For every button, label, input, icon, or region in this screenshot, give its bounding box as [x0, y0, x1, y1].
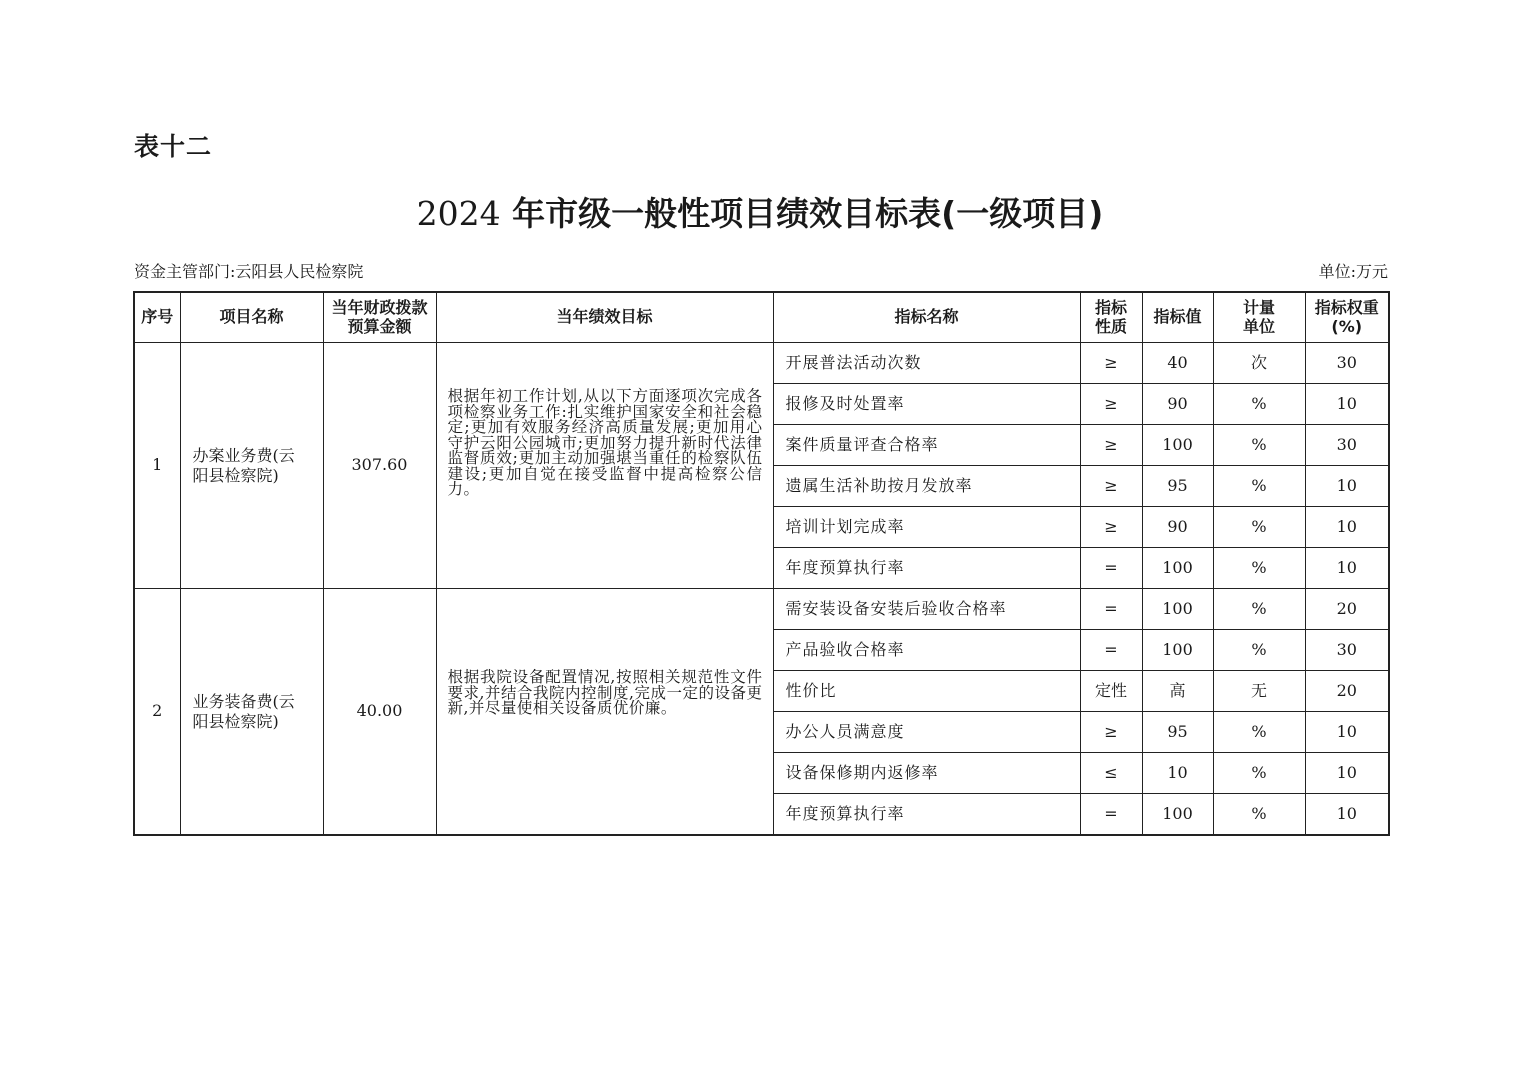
- indicator-nature: =: [1080, 630, 1142, 671]
- indicator-value: 95: [1142, 466, 1213, 507]
- indicator-value: 10: [1142, 753, 1213, 794]
- project-goal: [436, 343, 773, 589]
- table-number: 表十二: [134, 132, 213, 161]
- header-indicator-nature: 指标性质: [1080, 292, 1142, 343]
- indicator-weight: 30: [1305, 343, 1389, 384]
- indicator-weight: 10: [1305, 794, 1389, 836]
- indicator-value: 100: [1142, 548, 1213, 589]
- project-name: 办案业务费(云阳县检察院): [180, 343, 323, 589]
- indicator-nature: =: [1080, 794, 1142, 836]
- project-goal-text: 根据我院设备配置情况,按照相关规范性文件要求,并结合我院内控制度,完成一定的设备更新,并尽量使相关设备质优价廉。: [447, 668, 763, 718]
- indicator-weight: 20: [1305, 671, 1389, 712]
- indicator-value: 100: [1142, 589, 1213, 630]
- indicator-unit: %: [1213, 753, 1305, 794]
- project-name: 业务装备费(云阳县检察院): [180, 589, 323, 836]
- header-indicator-name: 指标名称: [773, 292, 1080, 343]
- indicator-nature: =: [1080, 589, 1142, 630]
- indicator-name: 开展普法活动次数: [773, 343, 1080, 384]
- header-seq: 序号: [134, 292, 180, 343]
- indicator-nature: ≥: [1080, 712, 1142, 753]
- document-title: [0, 188, 1520, 235]
- indicator-unit: %: [1213, 589, 1305, 630]
- indicator-unit: %: [1213, 507, 1305, 548]
- indicator-value: 90: [1142, 384, 1213, 425]
- title-year: 2024: [416, 194, 501, 233]
- indicator-name: 性价比: [773, 671, 1080, 712]
- indicator-name: 报修及时处置率: [773, 384, 1080, 425]
- indicator-name: 培训计划完成率: [773, 507, 1080, 548]
- header-project-name: 项目名称: [180, 292, 323, 343]
- indicator-name: 办公人员满意度: [773, 712, 1080, 753]
- indicator-value: 100: [1142, 425, 1213, 466]
- indicator-unit: %: [1213, 425, 1305, 466]
- indicator-weight: 20: [1305, 589, 1389, 630]
- project-seq: 1: [134, 343, 180, 589]
- funding-department: 资金主管部门:云阳县人民检察院: [134, 262, 364, 281]
- header-measure-unit: 计量单位: [1213, 292, 1305, 343]
- header-budget: 当年财政拨款预算金额: [323, 292, 436, 343]
- indicator-nature: ≥: [1080, 425, 1142, 466]
- indicator-name: 年度预算执行率: [773, 548, 1080, 589]
- indicator-nature: ≥: [1080, 507, 1142, 548]
- table-row: [134, 589, 1389, 630]
- indicator-value: 高: [1142, 671, 1213, 712]
- project-goal: [436, 589, 773, 836]
- indicator-unit: %: [1213, 630, 1305, 671]
- indicator-weight: 10: [1305, 712, 1389, 753]
- header-goal: 当年绩效目标: [436, 292, 773, 343]
- project-seq: 2: [134, 589, 180, 836]
- title-text: 年市级一般性项目绩效目标表(一级项目): [500, 194, 1104, 233]
- header-row: [134, 292, 1389, 343]
- table-row: [134, 343, 1389, 384]
- indicator-unit: %: [1213, 384, 1305, 425]
- indicator-nature: =: [1080, 548, 1142, 589]
- performance-table: [133, 291, 1390, 836]
- indicator-name: 案件质量评查合格率: [773, 425, 1080, 466]
- currency-unit: 单位:万元: [1318, 262, 1388, 281]
- indicator-value: 100: [1142, 794, 1213, 836]
- indicator-unit: 无: [1213, 671, 1305, 712]
- indicator-value: 90: [1142, 507, 1213, 548]
- header-weight: 指标权重(%): [1305, 292, 1389, 343]
- indicator-name: 年度预算执行率: [773, 794, 1080, 836]
- indicator-unit: %: [1213, 466, 1305, 507]
- indicator-weight: 10: [1305, 753, 1389, 794]
- indicator-value: 40: [1142, 343, 1213, 384]
- indicator-name: 需安装设备安装后验收合格率: [773, 589, 1080, 630]
- indicator-nature: ≥: [1080, 343, 1142, 384]
- indicator-nature: ≥: [1080, 384, 1142, 425]
- indicator-weight: 10: [1305, 466, 1389, 507]
- indicator-nature: 定性: [1080, 671, 1142, 712]
- indicator-unit: 次: [1213, 343, 1305, 384]
- indicator-weight: 10: [1305, 384, 1389, 425]
- indicator-unit: %: [1213, 712, 1305, 753]
- indicator-nature: ≤: [1080, 753, 1142, 794]
- indicator-value: 100: [1142, 630, 1213, 671]
- indicator-name: 遗属生活补助按月发放率: [773, 466, 1080, 507]
- indicator-weight: 30: [1305, 630, 1389, 671]
- indicator-nature: ≥: [1080, 466, 1142, 507]
- indicator-value: 95: [1142, 712, 1213, 753]
- indicator-name: 设备保修期内返修率: [773, 753, 1080, 794]
- project-goal-text: 根据年初工作计划,从以下方面逐项次完成各项检察业务工作:扎实维护国家安全和社会稳定;更加有效服务经济高质量发展;更加用心守护云阳公园城市;更加努力提升新时代法律监督质效;更加主动加强堪当重任的检察队伍建设;更加自觉在接受监督中提高检察公信力。: [447, 387, 763, 499]
- project-budget: 307.60: [323, 343, 436, 589]
- indicator-name: 产品验收合格率: [773, 630, 1080, 671]
- indicator-weight: 10: [1305, 507, 1389, 548]
- indicator-weight: 10: [1305, 548, 1389, 589]
- indicator-weight: 30: [1305, 425, 1389, 466]
- project-budget: 40.00: [323, 589, 436, 836]
- header-indicator-value: 指标值: [1142, 292, 1213, 343]
- indicator-unit: %: [1213, 794, 1305, 836]
- indicator-unit: %: [1213, 548, 1305, 589]
